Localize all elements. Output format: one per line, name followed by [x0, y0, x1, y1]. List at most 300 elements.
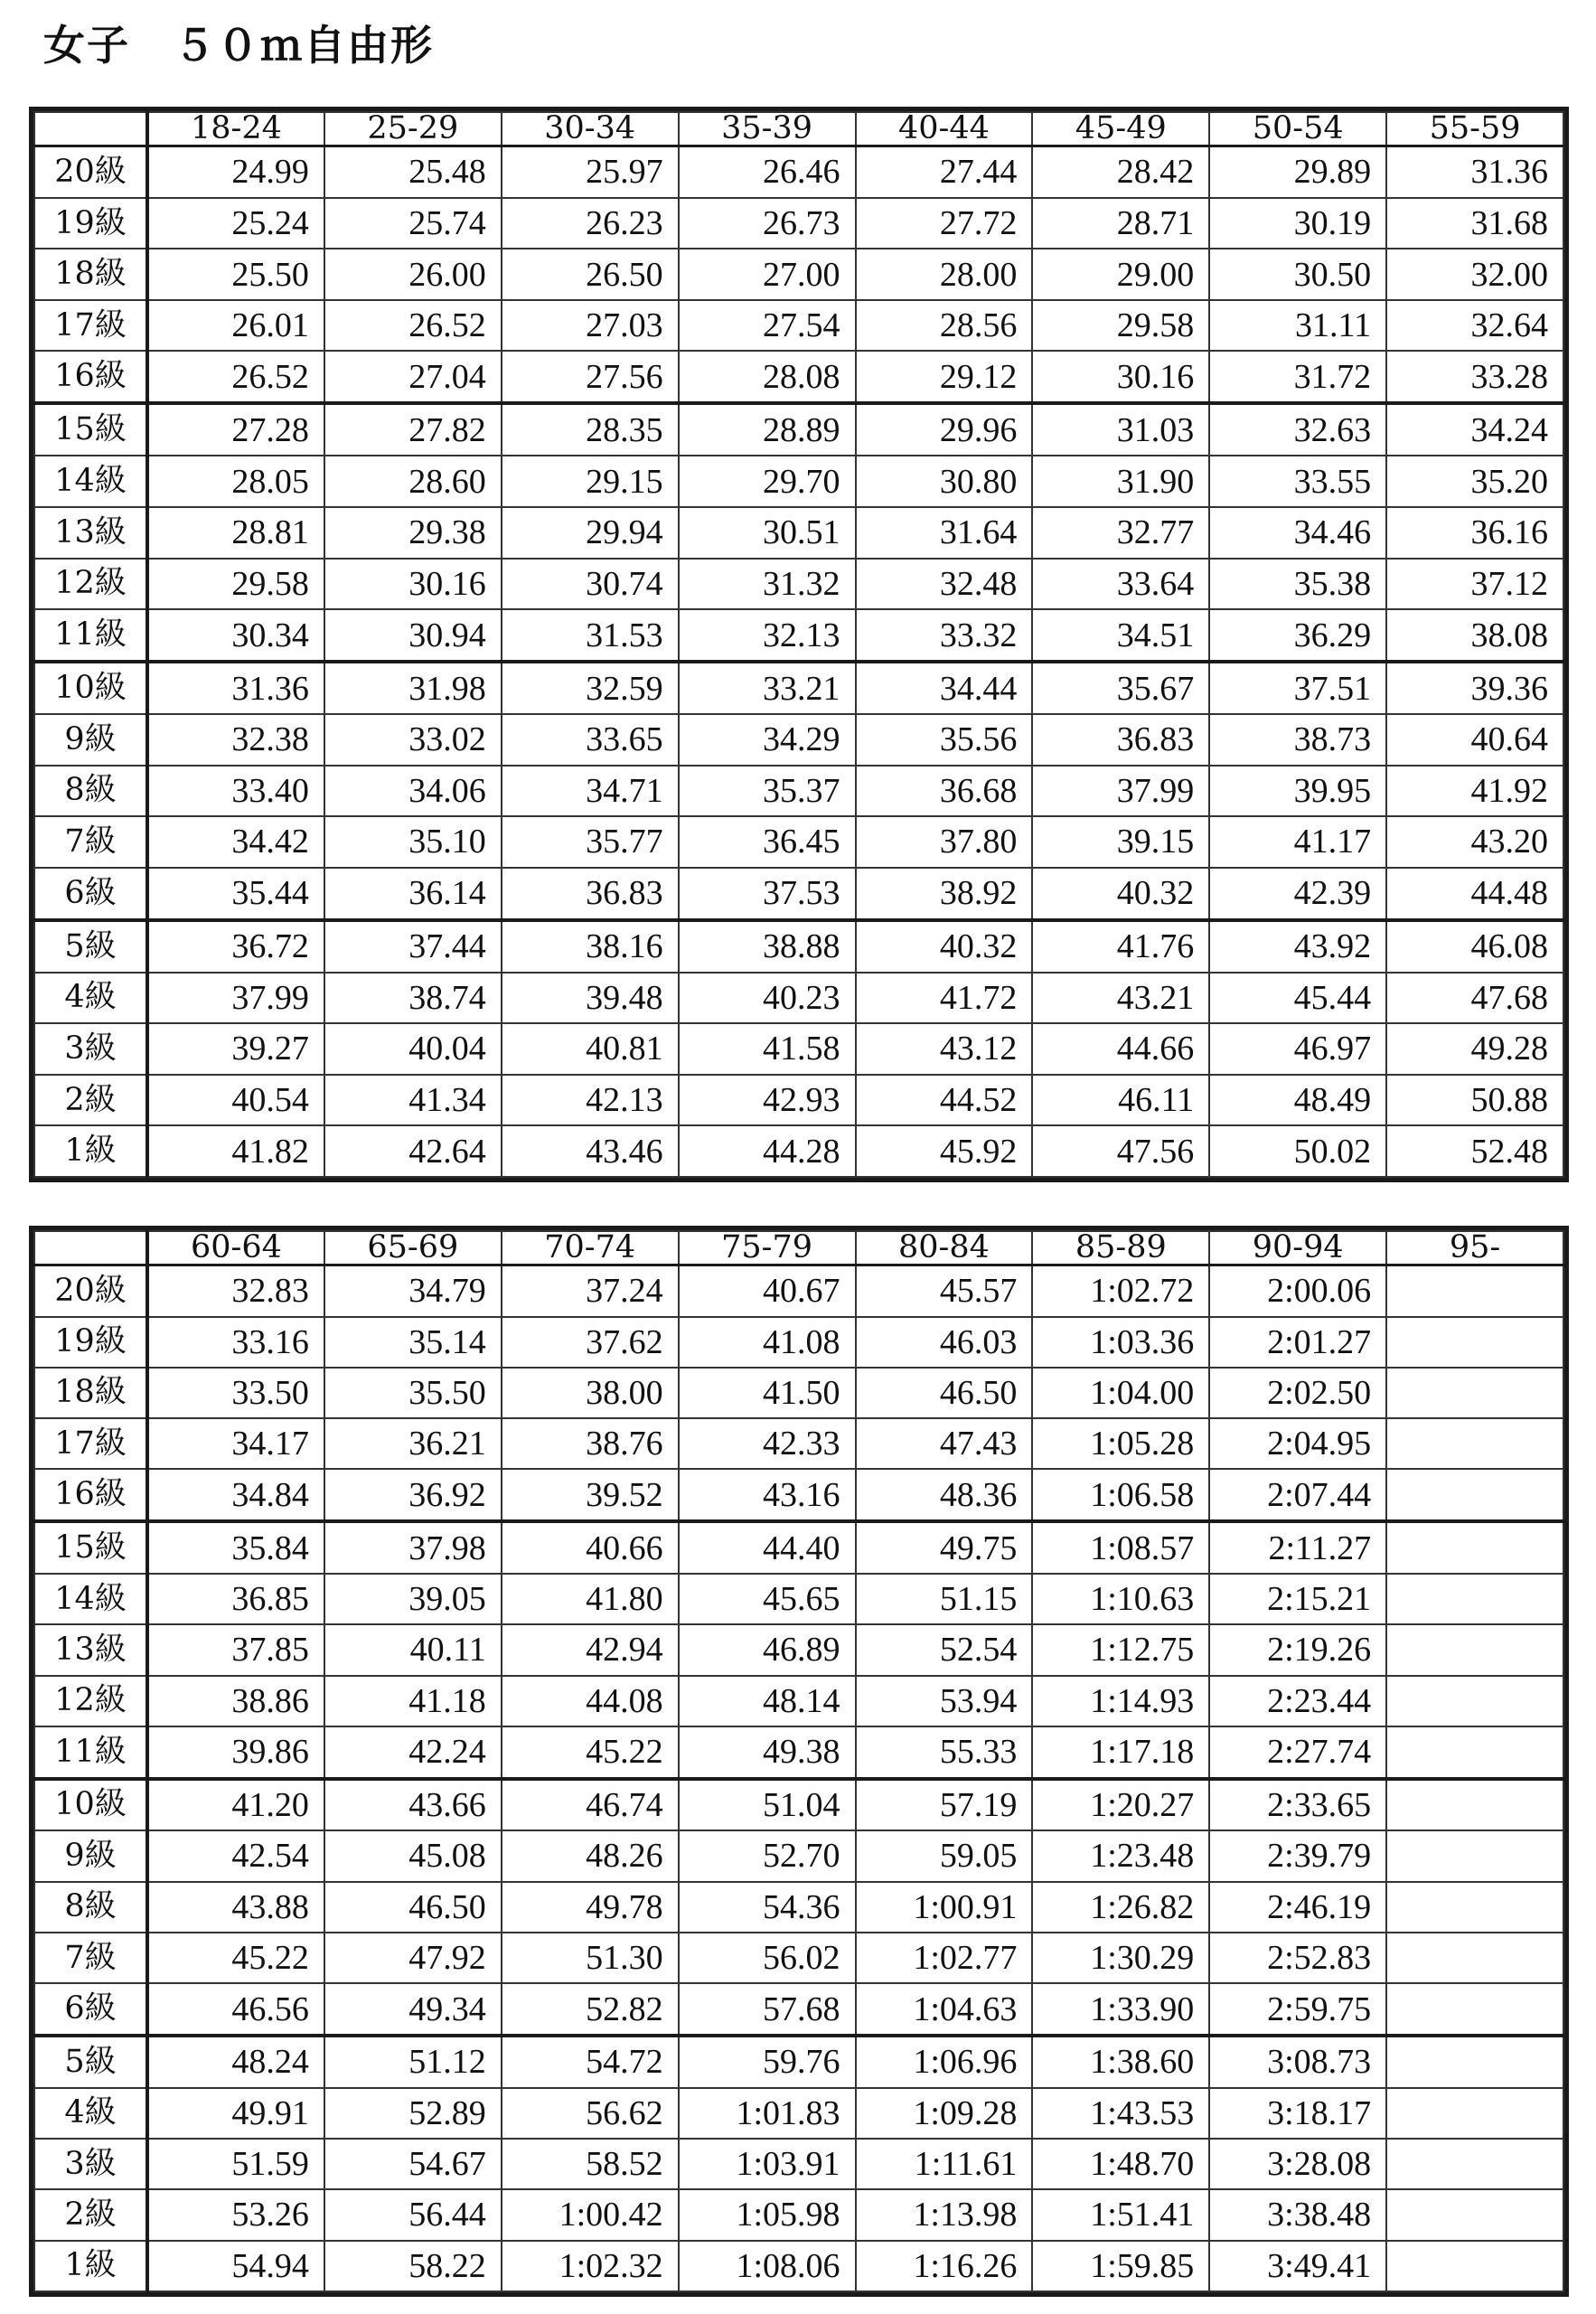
time-cell: 54.36 [679, 1882, 856, 1933]
time-cell: 38.92 [856, 868, 1033, 920]
grade-label: 19級 [34, 198, 147, 249]
time-cell: 35.38 [1209, 559, 1386, 610]
time-cell: 30.94 [324, 609, 502, 662]
grade-label: 9級 [34, 1830, 147, 1881]
time-cell [1386, 1574, 1563, 1624]
time-cell: 51.04 [679, 1779, 856, 1831]
time-cell: 28.56 [856, 300, 1033, 352]
table-row [34, 609, 1563, 662]
table-row [34, 1469, 1563, 1521]
grade-label: 13級 [34, 1624, 147, 1675]
time-cell: 39.48 [502, 973, 679, 1024]
time-cell: 42.24 [324, 1726, 502, 1779]
time-cell: 25.74 [324, 198, 502, 249]
time-cell: 1:03.91 [679, 2139, 856, 2189]
grade-label: 3級 [34, 1023, 147, 1075]
time-cell: 32.48 [856, 559, 1033, 610]
time-cell: 51.15 [856, 1574, 1033, 1624]
time-cell: 1:38.60 [1032, 2036, 1209, 2088]
time-cell: 32.13 [679, 609, 856, 662]
time-cell: 30.16 [324, 559, 502, 610]
time-cell: 2:11.27 [1209, 1521, 1386, 1574]
table-row [34, 2241, 1563, 2291]
grade-label: 18級 [34, 1368, 147, 1418]
time-cell: 34.42 [147, 816, 324, 868]
time-cell: 32.64 [1386, 300, 1563, 352]
table-row [34, 816, 1563, 868]
table-row [34, 920, 1563, 973]
time-cell: 39.05 [324, 1574, 502, 1624]
age-group-header: 35-39 [679, 112, 856, 146]
time-cell: 39.36 [1386, 662, 1563, 714]
time-cell: 53.26 [147, 2189, 324, 2240]
time-cell: 52.82 [502, 1983, 679, 2036]
time-cell: 29.38 [324, 507, 502, 559]
time-cell: 59.05 [856, 1830, 1033, 1881]
age-group-header: 80-84 [856, 1231, 1033, 1265]
time-cell: 52.89 [324, 2088, 502, 2139]
time-cell: 1:00.42 [502, 2189, 679, 2240]
table-row [34, 766, 1563, 817]
time-cell: 34.79 [324, 1265, 502, 1317]
time-cell: 36.14 [324, 868, 502, 920]
time-cell: 1:02.77 [856, 1933, 1033, 1983]
time-cell: 28.05 [147, 456, 324, 507]
time-cell: 37.53 [679, 868, 856, 920]
time-cell: 36.83 [1032, 714, 1209, 766]
time-cell: 36.45 [679, 816, 856, 868]
time-cell: 38.76 [502, 1418, 679, 1469]
table-row [34, 868, 1563, 920]
time-cell: 1:02.72 [1032, 1265, 1209, 1317]
time-cell: 27.56 [502, 351, 679, 403]
time-cell [1386, 1317, 1563, 1368]
time-cell: 33.32 [856, 609, 1033, 662]
time-cell: 1:26.82 [1032, 1882, 1209, 1933]
time-cell: 1:13.98 [856, 2189, 1033, 2240]
time-cell: 37.44 [324, 920, 502, 973]
time-cell [1386, 1676, 1563, 1726]
time-cell: 1:30.29 [1032, 1933, 1209, 1983]
grade-label: 17級 [34, 1418, 147, 1469]
time-cell: 27.03 [502, 300, 679, 352]
table-row [34, 559, 1563, 610]
time-cell: 35.14 [324, 1317, 502, 1368]
time-cell: 40.04 [324, 1023, 502, 1075]
time-cell: 27.00 [679, 249, 856, 300]
time-cell: 30.16 [1032, 351, 1209, 403]
time-cell: 44.52 [856, 1075, 1033, 1126]
time-cell: 26.01 [147, 300, 324, 352]
table-row [34, 300, 1563, 352]
table-row [34, 351, 1563, 403]
time-cell: 29.58 [1032, 300, 1209, 352]
time-cell: 53.94 [856, 1676, 1033, 1726]
age-group-header: 40-44 [856, 112, 1033, 146]
table-row [34, 249, 1563, 300]
time-cell: 1:16.26 [856, 2241, 1033, 2291]
time-cell: 41.92 [1386, 766, 1563, 817]
time-cell: 48.14 [679, 1676, 856, 1726]
grade-table [33, 1230, 1564, 2292]
time-cell: 26.73 [679, 198, 856, 249]
table-row [34, 1676, 1563, 1726]
time-cell: 26.00 [324, 249, 502, 300]
time-cell: 41.82 [147, 1125, 324, 1177]
time-cell: 1:01.83 [679, 2088, 856, 2139]
time-cell: 3:18.17 [1209, 2088, 1386, 2139]
age-group-header: 75-79 [679, 1231, 856, 1265]
time-cell: 38.08 [1386, 609, 1563, 662]
time-cell: 35.50 [324, 1368, 502, 1418]
time-cell: 35.67 [1032, 662, 1209, 714]
time-cell: 35.84 [147, 1521, 324, 1574]
time-cell: 28.00 [856, 249, 1033, 300]
time-cell: 50.88 [1386, 1075, 1563, 1126]
age-group-header: 70-74 [502, 1231, 679, 1265]
time-cell: 25.50 [147, 249, 324, 300]
time-cell: 27.72 [856, 198, 1033, 249]
grade-table [33, 111, 1564, 1178]
time-cell: 32.63 [1209, 403, 1386, 456]
time-cell: 51.12 [324, 2036, 502, 2088]
time-cell: 39.95 [1209, 766, 1386, 817]
age-group-header: 85-89 [1032, 1231, 1209, 1265]
time-cell: 32.77 [1032, 507, 1209, 559]
time-cell: 1:23.48 [1032, 1830, 1209, 1881]
time-cell: 38.73 [1209, 714, 1386, 766]
time-cell: 2:33.65 [1209, 1779, 1386, 1831]
table-row [34, 1265, 1563, 1317]
time-cell: 1:03.36 [1032, 1317, 1209, 1368]
time-cell: 26.50 [502, 249, 679, 300]
age-group-header: 50-54 [1209, 112, 1386, 146]
time-cell: 31.68 [1386, 198, 1563, 249]
time-cell: 36.85 [147, 1574, 324, 1624]
time-cell [1386, 1726, 1563, 1779]
time-cell: 1:05.98 [679, 2189, 856, 2240]
time-cell: 41.08 [679, 1317, 856, 1368]
age-group-header: 18-24 [147, 112, 324, 146]
time-cell: 41.80 [502, 1574, 679, 1624]
time-cell: 57.68 [679, 1983, 856, 2036]
time-cell: 33.16 [147, 1317, 324, 1368]
time-cell: 42.39 [1209, 868, 1386, 920]
time-cell: 1:12.75 [1032, 1624, 1209, 1675]
table-row [34, 2189, 1563, 2240]
time-cell: 31.53 [502, 609, 679, 662]
time-cell: 39.15 [1032, 816, 1209, 868]
time-cell: 2:39.79 [1209, 1830, 1386, 1881]
time-cell: 36.83 [502, 868, 679, 920]
time-cell [1386, 1983, 1563, 2036]
time-cell: 1:09.28 [856, 2088, 1033, 2139]
table-row [34, 403, 1563, 456]
time-cell: 40.32 [1032, 868, 1209, 920]
time-cell: 38.86 [147, 1676, 324, 1726]
time-cell: 47.56 [1032, 1125, 1209, 1177]
time-cell: 2:19.26 [1209, 1624, 1386, 1675]
time-cell: 42.94 [502, 1624, 679, 1675]
time-cell: 40.66 [502, 1521, 679, 1574]
time-cell: 2:02.50 [1209, 1368, 1386, 1418]
time-cell [1386, 2241, 1563, 2291]
time-cell: 46.50 [856, 1368, 1033, 1418]
time-cell: 3:49.41 [1209, 2241, 1386, 2291]
time-cell: 2:07.44 [1209, 1469, 1386, 1521]
time-cell: 31.36 [147, 662, 324, 714]
grade-label: 4級 [34, 2088, 147, 2139]
time-cell: 31.90 [1032, 456, 1209, 507]
time-cell: 49.38 [679, 1726, 856, 1779]
time-cell: 49.78 [502, 1882, 679, 1933]
time-cell: 43.16 [679, 1469, 856, 1521]
time-cell: 33.55 [1209, 456, 1386, 507]
grade-label: 16級 [34, 351, 147, 403]
table-row [34, 1023, 1563, 1075]
time-cell: 46.56 [147, 1983, 324, 2036]
time-cell: 35.77 [502, 816, 679, 868]
time-cell: 49.75 [856, 1521, 1033, 1574]
table-row [34, 1368, 1563, 1418]
grade-label: 12級 [34, 1676, 147, 1726]
time-cell: 33.28 [1386, 351, 1563, 403]
grade-label: 8級 [34, 766, 147, 817]
time-cell: 44.28 [679, 1125, 856, 1177]
time-cell: 28.42 [1032, 146, 1209, 198]
time-cell: 45.92 [856, 1125, 1033, 1177]
table-row [34, 456, 1563, 507]
time-cell: 37.99 [147, 973, 324, 1024]
time-cell: 37.24 [502, 1265, 679, 1317]
time-cell: 41.17 [1209, 816, 1386, 868]
grade-label: 5級 [34, 2036, 147, 2088]
time-cell: 58.52 [502, 2139, 679, 2189]
time-cell: 48.26 [502, 1830, 679, 1881]
time-cell: 52.48 [1386, 1125, 1563, 1177]
table-row [34, 1624, 1563, 1675]
time-cell: 47.68 [1386, 973, 1563, 1024]
corner-cell [34, 112, 147, 146]
time-cell: 2:00.06 [1209, 1265, 1386, 1317]
grade-table-upper [29, 107, 1569, 1182]
time-cell: 33.65 [502, 714, 679, 766]
time-cell: 34.46 [1209, 507, 1386, 559]
time-cell: 50.02 [1209, 1125, 1386, 1177]
time-cell: 29.12 [856, 351, 1033, 403]
grade-label: 5級 [34, 920, 147, 973]
time-cell [1386, 2036, 1563, 2088]
time-cell: 1:17.18 [1032, 1726, 1209, 1779]
time-cell: 40.23 [679, 973, 856, 1024]
time-cell: 1:59.85 [1032, 2241, 1209, 2291]
time-cell: 34.71 [502, 766, 679, 817]
time-cell: 34.51 [1032, 609, 1209, 662]
page-title: 女子 ５０ｍ自由形 [43, 21, 434, 70]
time-cell: 37.62 [502, 1317, 679, 1368]
time-cell: 56.44 [324, 2189, 502, 2240]
time-cell: 27.04 [324, 351, 502, 403]
time-cell: 29.70 [679, 456, 856, 507]
time-cell: 36.21 [324, 1418, 502, 1469]
time-cell: 32.83 [147, 1265, 324, 1317]
time-cell: 46.03 [856, 1317, 1033, 1368]
time-cell: 40.64 [1386, 714, 1563, 766]
time-cell: 31.11 [1209, 300, 1386, 352]
corner-cell [34, 1231, 147, 1265]
table-row [34, 2036, 1563, 2088]
grade-label: 7級 [34, 1933, 147, 1983]
time-cell: 1:06.96 [856, 2036, 1033, 2088]
time-cell: 30.50 [1209, 249, 1386, 300]
time-cell: 41.50 [679, 1368, 856, 1418]
table-row [34, 2088, 1563, 2139]
time-cell: 43.12 [856, 1023, 1033, 1075]
table-row [34, 1418, 1563, 1469]
time-cell: 3:28.08 [1209, 2139, 1386, 2189]
time-cell: 42.54 [147, 1830, 324, 1881]
time-cell: 29.00 [1032, 249, 1209, 300]
time-cell: 45.44 [1209, 973, 1386, 1024]
time-cell: 46.50 [324, 1882, 502, 1933]
age-group-header: 90-94 [1209, 1231, 1386, 1265]
time-cell: 2:01.27 [1209, 1317, 1386, 1368]
grade-label: 12級 [34, 559, 147, 610]
time-cell [1386, 2189, 1563, 2240]
grade-label: 14級 [34, 456, 147, 507]
time-cell [1386, 1521, 1563, 1574]
time-cell: 54.67 [324, 2139, 502, 2189]
grade-label: 15級 [34, 1521, 147, 1574]
table-row [34, 1882, 1563, 1933]
grade-label: 2級 [34, 2189, 147, 2240]
time-cell [1386, 2088, 1563, 2139]
time-cell: 43.66 [324, 1779, 502, 1831]
grade-label: 3級 [34, 2139, 147, 2189]
time-cell: 49.91 [147, 2088, 324, 2139]
time-cell: 37.98 [324, 1521, 502, 1574]
table-row [34, 662, 1563, 714]
time-cell: 45.65 [679, 1574, 856, 1624]
time-cell: 1:08.57 [1032, 1521, 1209, 1574]
time-cell: 38.00 [502, 1368, 679, 1418]
time-cell: 40.54 [147, 1075, 324, 1126]
time-cell: 38.88 [679, 920, 856, 973]
time-cell: 49.28 [1386, 1023, 1563, 1075]
time-cell: 28.08 [679, 351, 856, 403]
time-cell: 33.21 [679, 662, 856, 714]
grade-label: 17級 [34, 300, 147, 352]
time-cell [1386, 1830, 1563, 1881]
time-cell: 34.17 [147, 1418, 324, 1469]
time-cell: 51.59 [147, 2139, 324, 2189]
time-cell: 48.24 [147, 2036, 324, 2088]
time-cell: 37.85 [147, 1624, 324, 1675]
time-cell: 26.52 [324, 300, 502, 352]
time-cell: 37.80 [856, 816, 1033, 868]
time-cell: 1:04.00 [1032, 1368, 1209, 1418]
table-row [34, 198, 1563, 249]
time-cell: 31.32 [679, 559, 856, 610]
time-cell: 2:27.74 [1209, 1726, 1386, 1779]
time-cell: 1:02.32 [502, 2241, 679, 2291]
time-cell: 38.16 [502, 920, 679, 973]
time-cell: 32.38 [147, 714, 324, 766]
table-row [34, 1574, 1563, 1624]
time-cell: 36.68 [856, 766, 1033, 817]
time-cell: 33.40 [147, 766, 324, 817]
time-cell: 41.72 [856, 973, 1033, 1024]
grade-label: 10級 [34, 662, 147, 714]
time-cell: 55.33 [856, 1726, 1033, 1779]
time-cell [1386, 1624, 1563, 1675]
table-row [34, 2139, 1563, 2189]
time-cell: 33.02 [324, 714, 502, 766]
time-cell: 29.89 [1209, 146, 1386, 198]
time-cell: 3:38.48 [1209, 2189, 1386, 2240]
time-cell: 31.98 [324, 662, 502, 714]
table-row [34, 507, 1563, 559]
time-cell: 34.24 [1386, 403, 1563, 456]
time-cell: 40.67 [679, 1265, 856, 1317]
time-cell: 47.92 [324, 1933, 502, 1983]
time-cell: 41.76 [1032, 920, 1209, 973]
time-cell: 46.97 [1209, 1023, 1386, 1075]
time-cell: 31.36 [1386, 146, 1563, 198]
grade-label: 6級 [34, 1983, 147, 2036]
time-cell: 29.96 [856, 403, 1033, 456]
time-cell: 25.24 [147, 198, 324, 249]
time-cell: 45.22 [147, 1933, 324, 1983]
time-cell: 51.30 [502, 1933, 679, 1983]
table-row [34, 1830, 1563, 1881]
time-cell: 1:00.91 [856, 1882, 1033, 1933]
grade-label: 2級 [34, 1075, 147, 1126]
time-cell: 37.12 [1386, 559, 1563, 610]
grade-label: 19級 [34, 1317, 147, 1368]
time-cell: 30.51 [679, 507, 856, 559]
time-cell: 35.10 [324, 816, 502, 868]
table-row [34, 1779, 1563, 1831]
time-cell: 35.44 [147, 868, 324, 920]
table-row [34, 1726, 1563, 1779]
time-cell: 1:33.90 [1032, 1983, 1209, 2036]
time-cell: 36.29 [1209, 609, 1386, 662]
time-cell: 44.40 [679, 1521, 856, 1574]
time-cell: 41.58 [679, 1023, 856, 1075]
time-cell: 42.13 [502, 1075, 679, 1126]
time-cell: 29.15 [502, 456, 679, 507]
time-cell: 2:23.44 [1209, 1676, 1386, 1726]
time-cell: 2:59.75 [1209, 1983, 1386, 2036]
time-cell: 56.62 [502, 2088, 679, 2139]
time-cell: 56.02 [679, 1933, 856, 1983]
time-cell: 39.52 [502, 1469, 679, 1521]
time-cell: 47.43 [856, 1418, 1033, 1469]
grade-label: 20級 [34, 146, 147, 198]
time-cell: 3:08.73 [1209, 2036, 1386, 2088]
grade-label: 13級 [34, 507, 147, 559]
time-cell: 46.11 [1032, 1075, 1209, 1126]
time-cell: 43.20 [1386, 816, 1563, 868]
time-cell: 39.86 [147, 1726, 324, 1779]
time-cell: 28.71 [1032, 198, 1209, 249]
grade-label: 10級 [34, 1779, 147, 1831]
time-cell: 1:08.06 [679, 2241, 856, 2291]
time-cell [1386, 1779, 1563, 1831]
time-cell [1386, 1418, 1563, 1469]
time-cell: 1:04.63 [856, 1983, 1033, 2036]
